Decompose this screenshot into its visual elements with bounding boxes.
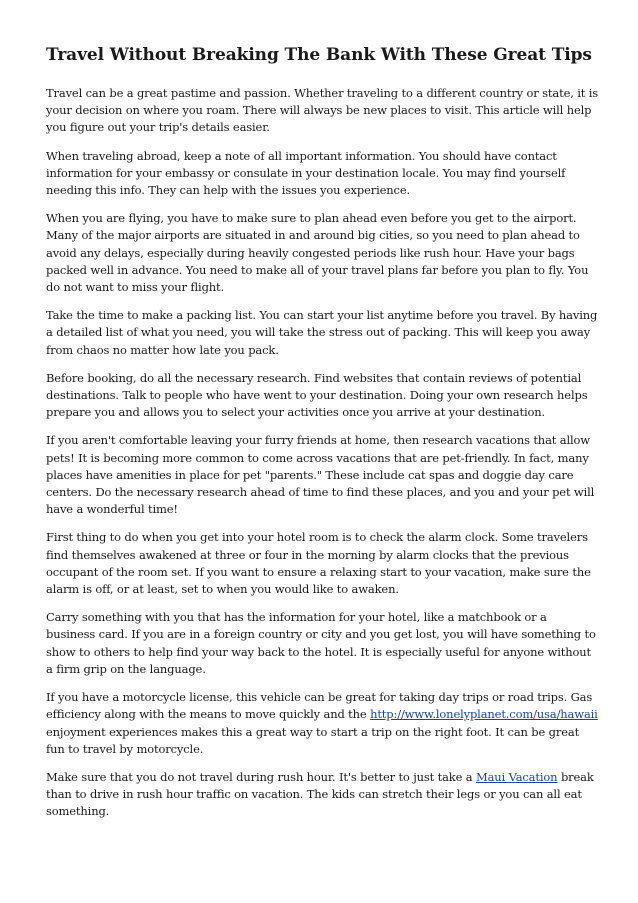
paragraph-hotel-card: Carry something with you that has the information for your hotel, like a matchbook or a business card. If you are in a foreign country or city and you get lost, you will have something to show to others to help find your way back to the hotel. It is especially useful for anyone without a firm grip on the language. <box>46 610 596 676</box>
maui-vacation-link[interactable]: Maui Vacation <box>475 769 558 784</box>
paragraph-motorcycle <box>46 689 598 758</box>
paragraph-intro: Travel can be a great pastime and passion. Whether traveling to a different country or state, it is your decision on where you roam. There will always be new places to visit. This article will help you figure out your trip's details easier. <box>46 86 599 135</box>
motorcycle-text-after: enjoyment experiences makes this a great way to start a trip on the right foot. It can be great fun to travel by motorcycle. <box>46 724 580 756</box>
paragraph-abroad: When traveling abroad, keep a note of all important information. You should have contact information for your embassy or consulate in your destination locale. You may find yourself needing this info. They can help with the issues you experience. <box>46 148 566 198</box>
paragraph-rush-hour <box>46 769 598 821</box>
motorcycle-text-before: If you have a motorcycle license, this vehicle can be great for taking day trips or road trips. Gas efficiency along with the means to move quickly and the <box>46 690 593 722</box>
paragraph-alarm: First thing to do when you get into your hotel room is to check the alarm clock. Some travelers find themselves awakened at three or four in the morning by alarm clocks that the previous occupant of the room set. If you want to ensure a relaxing start to your vacation, make sure the alarm is off, or at least, set to when you would like to awaken. <box>46 530 591 597</box>
rush-text-after: break than to drive in rush hour traffic on vacation. The kids can stretch their legs or you can all eat something. <box>46 769 594 819</box>
document-page <box>46 44 598 832</box>
paragraph-flying: When you are flying, you have to make sure to plan ahead even before you get to the airport. Many of the major airports are situated in and around big cities, so you need to plan ahead to avoid any delays, especially during heavily congested periods like rush hour. Have your bags packed well in advance. You need to make all of your travel plans far before you plan to fly. You do not want to miss your flight. <box>46 211 589 295</box>
rush-text-before: Make sure that you do not travel during rush hour. It's better to just take a <box>46 769 476 784</box>
page-title: Travel Without Breaking The Bank With These Great Tips <box>46 45 592 65</box>
lonelyplanet-link[interactable]: http://www.lonelyplanet.com/usa/hawaii <box>370 707 598 722</box>
paragraph-pets: If you aren't comfortable leaving your furry friends at home, then research vacations that allow pets! It is becoming more common to come across vacations that are pet-friendly. In fact, many places have amenities in place for pet "parents." These include cat spas and doggie day care centers. Do the necessary research ahead of time to find these places, and you and your pet will have a wonderful time! <box>46 433 595 517</box>
paragraph-packing: Take the time to make a packing list. You can start your list anytime before you travel. By having a detailed list of what you need, you will take the stress out of packing. This will keep you away from chaos no matter how late you pack. <box>46 308 598 357</box>
paragraph-research: Before booking, do all the necessary research. Find websites that contain reviews of potential destinations. Talk to people who have went to your destination. Doing your own research helps prepare you and allows you to select your activities once you arrive at your destination. <box>46 370 588 420</box>
